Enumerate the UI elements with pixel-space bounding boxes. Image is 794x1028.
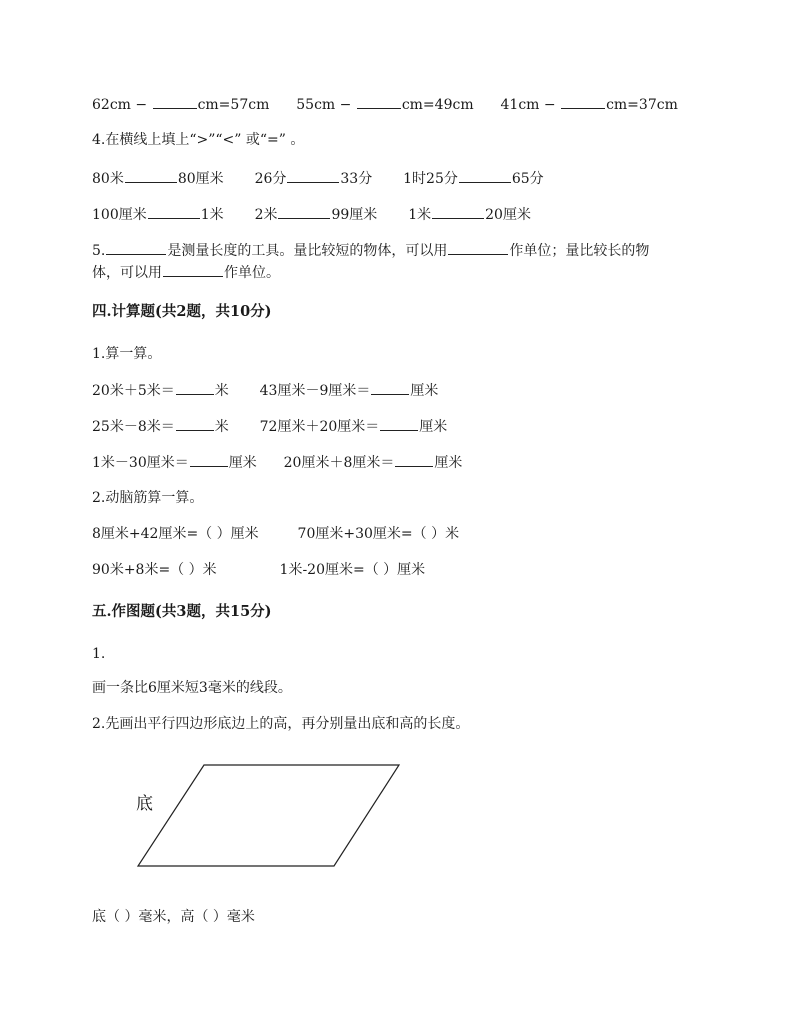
q4-r2-b2: 99厘米 bbox=[331, 207, 378, 223]
item-b-left: 55cm − bbox=[296, 97, 356, 113]
item-c-right: cm=37cm bbox=[606, 97, 678, 113]
q4-r1-a1: 80米 bbox=[92, 171, 124, 187]
q5-part-3: 作单位；量比较长的物 bbox=[509, 243, 650, 259]
q5-part-5: 作单位。 bbox=[224, 265, 280, 281]
q4-r1-b1: 26分 bbox=[254, 171, 287, 187]
q5-part-4: 体，可以用 bbox=[92, 265, 162, 281]
sec4-r2-a1: 25米－8米＝ bbox=[92, 419, 175, 435]
q4-r2-a2: 1米 bbox=[200, 207, 224, 223]
item-b-right: cm=49cm bbox=[401, 97, 474, 113]
sec4-r2-b2: 厘米 bbox=[419, 419, 448, 435]
q5-part-2: 是测量长度的工具。量比较短的物体，可以用 bbox=[167, 243, 448, 259]
sec4-r1-b1: 43厘米－9厘米＝ bbox=[259, 383, 371, 399]
sec4-r3-b1: 20厘米＋8厘米＝ bbox=[283, 455, 395, 471]
item-a-right: cm=57cm bbox=[197, 97, 270, 113]
q4-r1-b2: 33分 bbox=[340, 171, 373, 187]
q4-r2-a1: 100厘米 bbox=[92, 207, 147, 223]
sec5-answer-line: 底（ ）毫米，高（ ）毫米 bbox=[92, 909, 255, 925]
sec4-q1-title: 1.算一算。 bbox=[92, 346, 162, 362]
sec4-r3-a2: 厘米 bbox=[228, 455, 257, 471]
section-4-heading: 四.计算题(共2题，共10分) bbox=[92, 303, 272, 320]
q4-r2-c1: 1米 bbox=[408, 207, 432, 223]
q4-r1-c1: 1时25分 bbox=[403, 171, 458, 187]
figure-label-base: 底 bbox=[136, 794, 153, 814]
sec5-q1-text: 画一条比6厘米短3毫米的线段。 bbox=[92, 680, 292, 696]
q4-r1-c2: 65分 bbox=[511, 171, 544, 187]
sec4-r2-b1: 72厘米＋20厘米＝ bbox=[259, 419, 380, 435]
sec5-q2-text: 2.先画出平行四边形底边上的高，再分别量出底和高的长度。 bbox=[92, 716, 470, 732]
sec4-r5-a: 90米+8米=（ ）米 bbox=[92, 562, 217, 578]
q4-r2-c2: 20厘米 bbox=[485, 207, 531, 223]
q4-r2-b1: 2米 bbox=[254, 207, 278, 223]
q4-r1-a2: 80厘米 bbox=[177, 171, 224, 187]
sec4-r3-a1: 1米－30厘米＝ bbox=[92, 455, 189, 471]
sec4-r4-a: 8厘米+42厘米=（ ）厘米 bbox=[92, 526, 259, 542]
parallelogram bbox=[138, 765, 399, 866]
item-a-left: 62cm − bbox=[92, 97, 152, 113]
item-c-left: 41cm − bbox=[500, 97, 561, 113]
sec4-r1-a1: 20米＋5米＝ bbox=[92, 383, 175, 399]
sec4-r3-b2: 厘米 bbox=[434, 455, 463, 471]
sec4-r5-b: 1米-20厘米=（ ）厘米 bbox=[279, 562, 426, 578]
sec4-r1-a2: 米 bbox=[214, 383, 229, 399]
sec4-r2-a2: 米 bbox=[214, 419, 229, 435]
q5-part-1: 5. bbox=[92, 243, 106, 259]
sec5-q1-number: 1. bbox=[92, 646, 106, 662]
q4-title: 4.在横线上填上“>”“<” 或“=” 。 bbox=[92, 132, 305, 148]
sec4-r1-b2: 厘米 bbox=[410, 383, 439, 399]
sec4-r4-b: 70厘米+30厘米=（ ）米 bbox=[297, 526, 460, 542]
sec4-q2-title: 2.动脑筋算一算。 bbox=[92, 490, 204, 506]
section-5-heading: 五.作图题(共3题，共15分) bbox=[92, 603, 272, 620]
